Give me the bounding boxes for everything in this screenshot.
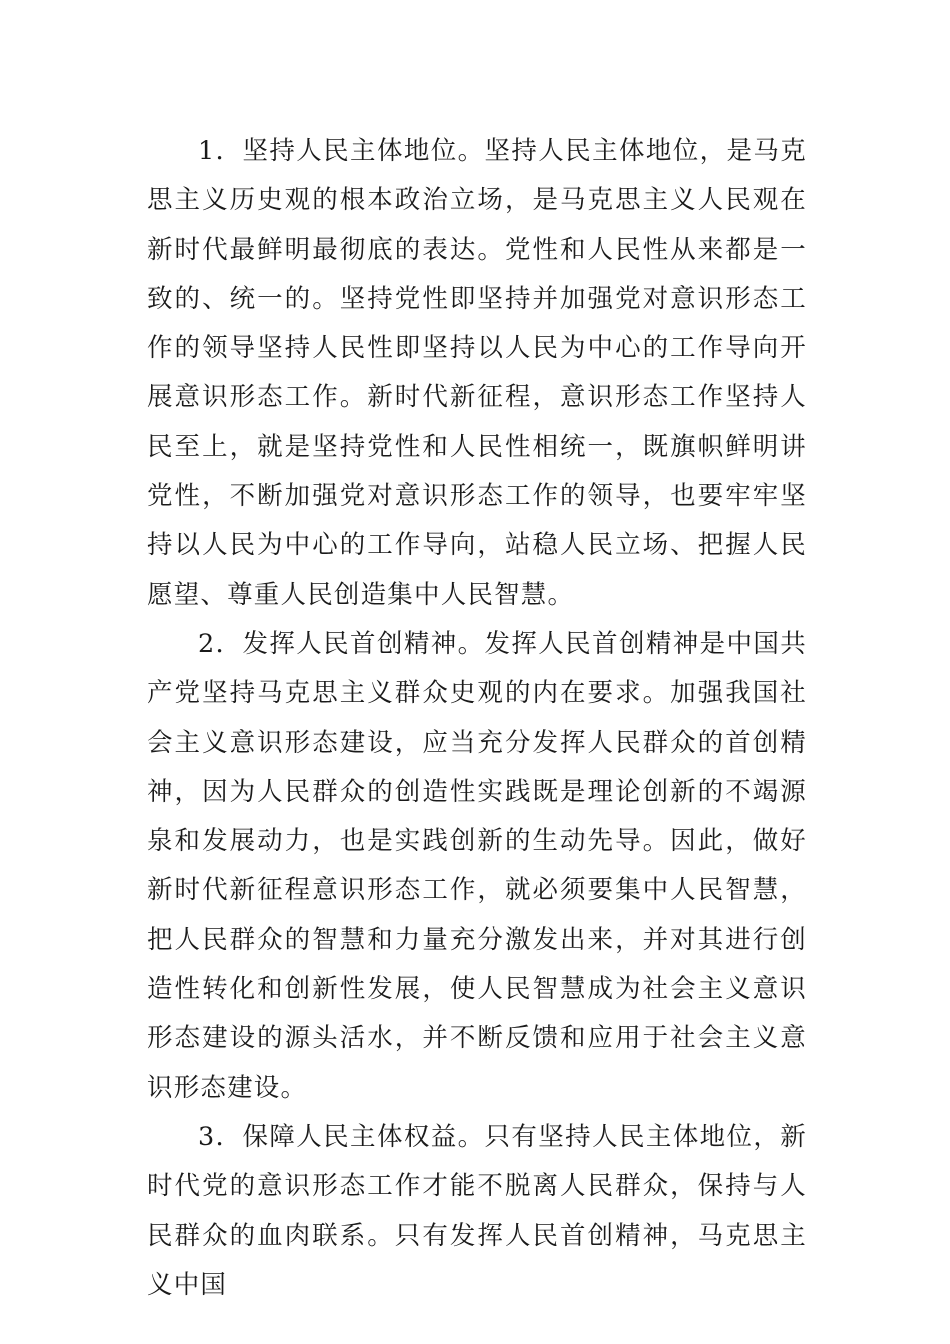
paragraph-3: 3．保障人民主体权益。只有坚持人民主体地位，新时代党的意识形态工作才能不脱离人民群众，保持与人民群众的血肉联系。只有发挥人民首创精神，马克思主义中国 <box>147 1121 807 1300</box>
paragraph-1: 1．坚持人民主体地位。坚持人民主体地位，是马克思主义历史观的根本政治立场，是马克思主义人民观在新时代最鲜明最彻底的表达。党性和人民性从来都是一致的、统一的。坚持党性即坚持并加强党对意识形态工作的领导坚持人民性即坚持以人民为中心的工作导向开展意识形态工作。新时代新征程，意识形态工作坚持人民至上，就是坚持党性和人民性相统一，既旗帜鲜明讲党性，不断加强党对意识形态工作的领导，也要牢牢坚持以人民为中心的工作导向，站稳人民立场、把握人民愿望、尊重人民创造集中人民智慧。 <box>147 136 807 610</box>
paragraph-2: 2．发挥人民首创精神。发挥人民首创精神是中国共产党坚持马克思主义群众史观的内在要求。加强我国社会主义意识形态建设，应当充分发挥人民群众的首创精神，因为人民群众的创造性实践既是理论创新的不竭源泉和发展动力，也是实践创新的生动先导。因此，做好新时代新征程意识形态工作，就必须要集中人民智慧，把人民群众的智慧和力量充分激发出来，并对其进行创造性转化和创新性发展，使人民智慧成为社会主义意识形态建设的源头活水，并不断反馈和应用于社会主义意识形态建设。 <box>147 628 807 1103</box>
document-body <box>147 127 807 1310</box>
